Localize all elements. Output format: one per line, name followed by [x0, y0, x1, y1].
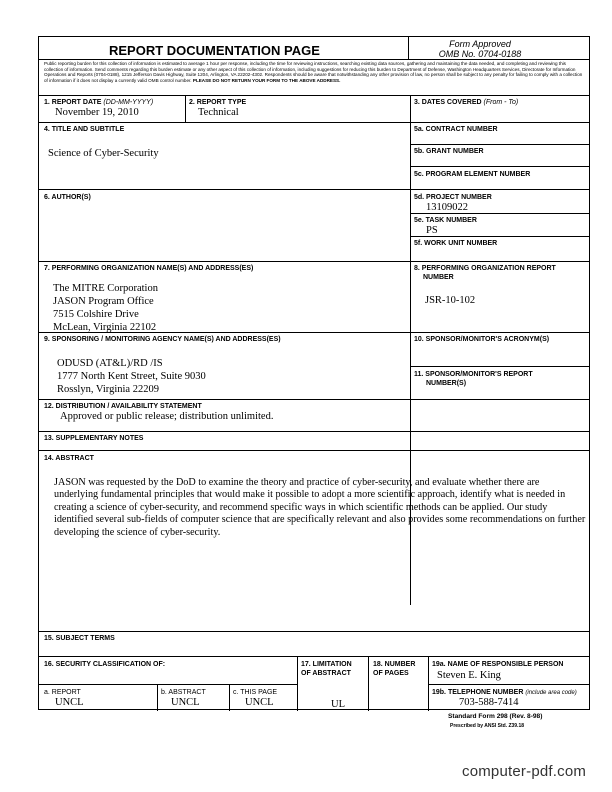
form-title: REPORT DOCUMENTATION PAGE [109, 43, 320, 58]
burden-statement: Public reporting burden for this collection of information is estimated to average 1 hour per response, including the time for reviewing instructions, searching existing data sources, gathering and maintaining the data needed, and completing and reviewing this collection of information. Send comments regarding this burden estimate or any other aspect of this collection of information, including suggestions for reducing this burden to Department of Defense, Washington Headquarters Services, Directorate for Information Operations and Reports (0704-0188), 1215 Jefferson Davis Highway, Suite 1204, Arlington, VA 22202-4302. Respondents should be aware that notwithstanding any other provision of law, no person shall be subject to any penalty for failing to comply with a collection of information if it does not display a currently valid OMB control number. PLEASE DO NOT RETURN YOUR FORM TO THE ABOVE ADDRESS. [44, 61, 583, 83]
task-number-label: 5e. TASK NUMBER [414, 217, 477, 224]
security-class-label: 16. SECURITY CLASSIFICATION OF: [44, 661, 166, 668]
performing-org-line: McLean, Virginia 22102 [53, 322, 157, 333]
limitation-value: UL [331, 699, 345, 710]
telephone-label: 19b. TELEPHONE NUMBER (include area code) [432, 689, 577, 696]
performing-org-label: 7. PERFORMING ORGANIZATION NAME(S) AND ADDRESS(ES) [44, 265, 254, 272]
form-approved-label: Form Approved [449, 39, 511, 49]
limitation-label: 17. LIMITATION [301, 661, 352, 668]
program-element-label: 5c. PROGRAM ELEMENT NUMBER [414, 171, 531, 178]
responsible-person-label: 19a. NAME OF RESPONSIBLE PERSON [432, 661, 564, 668]
page-class-value: UNCL [245, 697, 274, 708]
responsible-person-value: Steven E. King [437, 670, 501, 681]
contract-number-label: 5a. CONTRACT NUMBER [414, 126, 498, 133]
sponsoring-agency-line: 1777 North Kent Street, Suite 9030 [57, 371, 206, 382]
report-date-label: 1. REPORT DATE (DD-MM-YYYY) [44, 99, 154, 106]
prescribed-label: Prescribed by ANSI Std. Z39.18 [450, 723, 525, 729]
performing-org-line: 7515 Colshire Drive [53, 309, 139, 320]
abstract-class-label: b. ABSTRACT [161, 689, 206, 696]
report-class-label: a. REPORT [44, 689, 81, 696]
sponsor-report-label-2: NUMBER(S) [426, 380, 467, 387]
sponsor-report-label: 11. SPONSOR/MONITOR'S REPORT [414, 371, 533, 378]
report-class-value: UNCL [55, 697, 84, 708]
supplementary-notes-label: 13. SUPPLEMENTARY NOTES [44, 435, 144, 442]
watermark-text: computer-pdf.com [462, 763, 587, 780]
distribution-value: Approved or public release; distribution unlimited. [60, 411, 274, 422]
telephone-value: 703-588-7414 [459, 697, 519, 708]
grant-number-label: 5b. GRANT NUMBER [414, 148, 484, 155]
report-type-value: Technical [198, 107, 239, 118]
project-number-label: 5d. PROJECT NUMBER [414, 194, 492, 201]
project-number-value: 13109022 [426, 202, 468, 213]
num-pages-label: 18. NUMBER [373, 661, 416, 668]
standard-form-label: Standard Form 298 (Rev. 8-98) [448, 713, 543, 720]
subject-terms-label: 15. SUBJECT TERMS [44, 635, 115, 642]
report-documentation-form [38, 36, 590, 710]
authors-label: 6. AUTHOR(S) [44, 194, 91, 201]
sponsoring-agency-line: Rosslyn, Virginia 22209 [57, 384, 159, 395]
page-class-label: c. THIS PAGE [233, 689, 278, 696]
sponsor-acronym-label: 10. SPONSOR/MONITOR'S ACRONYM(S) [414, 336, 550, 343]
sponsoring-agency-line: ODUSD (AT&L)/RD /IS [57, 358, 163, 369]
report-date-value: November 19, 2010 [55, 107, 139, 118]
abstract-text: JASON was requested by the DoD to examine the theory and practice of cyber-security, and evaluate whether there are underlying fundamental principles that would make it possible to adopt a more scientific approach, identify what is needed in creating a science of cyber-security, and recommend specific ways in which scientific methods can be applied. Our study identified several sub-fields of computer science that are specifically relevant and also provides some recommendations on further developing the science of cyber-security. [54, 477, 586, 538]
performing-org-line: The MITRE Corporation [53, 283, 158, 294]
dates-covered-label: 3. DATES COVERED (From - To) [414, 99, 519, 106]
title-label: 4. TITLE AND SUBTITLE [44, 126, 125, 133]
performing-report-label: 8. PERFORMING ORGANIZATION REPORT [414, 265, 556, 272]
abstract-class-value: UNCL [171, 697, 200, 708]
performing-report-label-2: NUMBER [423, 274, 454, 281]
abstract-label: 14. ABSTRACT [44, 455, 94, 462]
report-type-label: 2. REPORT TYPE [189, 99, 247, 106]
task-number-value: PS [426, 225, 438, 236]
distribution-label: 12. DISTRIBUTION / AVAILABILITY STATEMENT [44, 403, 202, 410]
sponsoring-agency-label: 9. SPONSORING / MONITORING AGENCY NAME(S) AND ADDRESS(ES) [44, 336, 281, 343]
num-pages-label-2: OF PAGES [373, 670, 409, 677]
performing-report-value: JSR-10-102 [425, 295, 476, 306]
performing-org-line: JASON Program Office [53, 296, 154, 307]
work-unit-label: 5f. WORK UNIT NUMBER [414, 240, 498, 247]
title-value: Science of Cyber-Security [48, 148, 159, 159]
limitation-label-2: OF ABSTRACT [301, 670, 351, 677]
omb-number: OMB No. 0704-0188 [438, 49, 522, 59]
